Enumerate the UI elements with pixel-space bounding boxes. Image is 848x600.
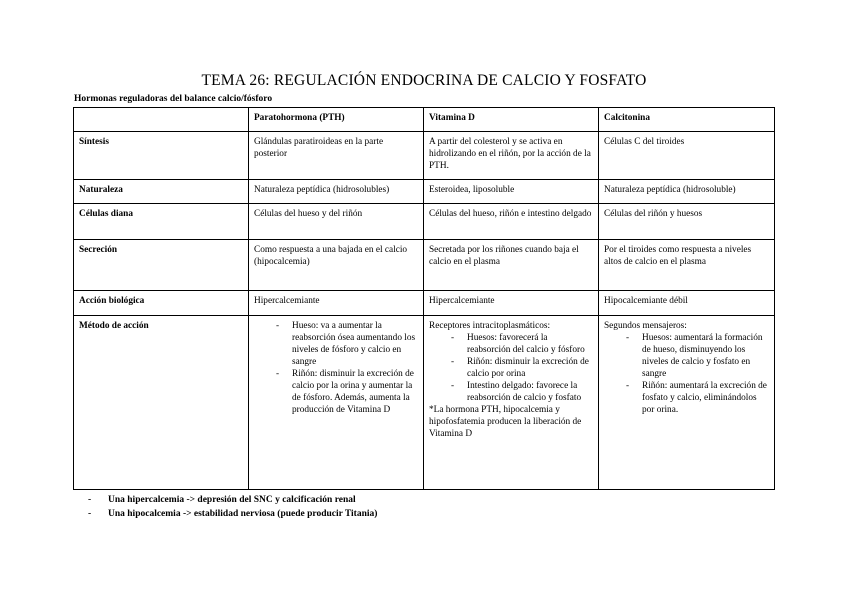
cell-vitamin-d xyxy=(424,316,599,490)
row-label: Células diana xyxy=(74,204,249,240)
pth-action-list xyxy=(254,320,418,416)
calc-intro: Segundos mensajeros: xyxy=(604,321,687,331)
cell-calcitonin: Hipocalcemiante débil xyxy=(599,291,775,316)
cell-calcitonin: Células del riñón y huesos xyxy=(599,204,775,240)
cell-calcitonin: Naturaleza peptídica (hidrosoluble) xyxy=(599,180,775,204)
page-title: TEMA 26: REGULACIÓN ENDOCRINA DE CALCIO Y FOSFATO xyxy=(201,72,647,89)
cell-pth: Naturaleza peptídica (hidrosolubles) xyxy=(249,180,424,204)
row-label: Síntesis xyxy=(74,132,249,180)
header-empty xyxy=(74,108,249,132)
cell-pth: Células del hueso y del riñón xyxy=(249,204,424,240)
vitd-intro: Receptores intracitoplasmáticos: xyxy=(429,321,551,331)
footer-note-hipercalcemia: - Una hipercalcemia -> depresión del SNC y calcificación renal xyxy=(88,493,377,507)
footer-notes xyxy=(88,493,377,521)
header-vitamin-d: Vitamina D xyxy=(424,108,599,132)
list-item: - Riñón: aumentará la excreción de fosfato y calcio, eliminándolos por orina. xyxy=(604,380,769,416)
table-row-metodo-accion xyxy=(74,316,775,490)
calc-action-list xyxy=(604,332,769,416)
vitd-note: *La hormona PTH, hipocalcemia y hipofosfatemia producen la liberación de Vitamina D xyxy=(429,405,582,439)
cell-pth: Hipercalcemiante xyxy=(249,291,424,316)
cell-calcitonin xyxy=(599,316,775,490)
table-row-sintesis xyxy=(74,132,775,180)
list-item: - Intestino delgado: favorece la reabsorción de calcio y fosfato xyxy=(429,380,593,404)
cell-vitamin-d: Células del hueso, riñón e intestino delgado xyxy=(424,204,599,240)
cell-pth: Como respuesta a una bajada en el calcio (hipocalcemia) xyxy=(249,240,424,291)
table-row-accion-biologica xyxy=(74,291,775,316)
table-row-secrecion xyxy=(74,240,775,291)
row-label: Acción biológica xyxy=(74,291,249,316)
cell-pth: Glándulas paratiroideas en la parte posterior xyxy=(249,132,424,180)
cell-vitamin-d: A partir del colesterol y se activa en hidrolizando en el riñón, por la acción de la PTH. xyxy=(424,132,599,180)
row-label: Secreción xyxy=(74,240,249,291)
cell-vitamin-d: Esteroidea, liposoluble xyxy=(424,180,599,204)
list-item: - Riñón: disminuir la excreción de calcio por orina xyxy=(429,356,593,380)
list-item: - Hueso: va a aumentar la reabsorción ósea aumentando los niveles de fósforo y calcio en sangre xyxy=(254,320,418,368)
row-label: Método de acción xyxy=(74,316,249,490)
row-label: Naturaleza xyxy=(74,180,249,204)
header-calcitonin: Calcitonina xyxy=(599,108,775,132)
header-pth: Paratohormona (PTH) xyxy=(249,108,424,132)
table-row-celulas-diana xyxy=(74,204,775,240)
list-item: - Huesos: favorecerá la reabsorción del calcio y fósforo xyxy=(429,332,593,356)
list-item: - Huesos: aumentará la formación de hueso, disminuyendo los niveles de calcio y fosfato en sangre xyxy=(604,332,769,380)
table-row-naturaleza xyxy=(74,180,775,204)
list-item: - Riñón: disminuir la excreción de calcio por la orina y aumentar la de fósforo. Además, aumenta la producción de Vitamina D xyxy=(254,368,418,416)
cell-pth xyxy=(249,316,424,490)
table-header-row xyxy=(74,108,775,132)
hormones-table xyxy=(73,107,775,490)
cell-calcitonin: Por el tiroides como respuesta a niveles altos de calcio en el plasma xyxy=(599,240,775,291)
vitd-action-list xyxy=(429,332,593,404)
cell-calcitonin: Células C del tiroides xyxy=(599,132,775,180)
cell-vitamin-d: Hipercalcemiante xyxy=(424,291,599,316)
cell-vitamin-d: Secretada por los riñones cuando baja el calcio en el plasma xyxy=(424,240,599,291)
table-caption: Hormonas reguladoras del balance calcio/fósforo xyxy=(74,94,273,104)
footer-note-hipocalcemia: - Una hipocalcemia -> estabilidad nerviosa (puede producir Titania) xyxy=(88,507,377,521)
